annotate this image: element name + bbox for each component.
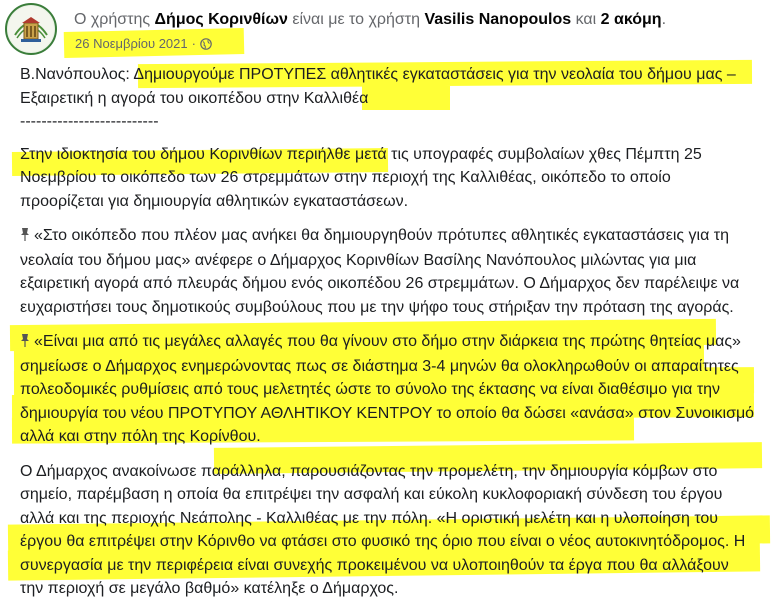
header-and: και [575, 11, 597, 28]
post-paragraph-5: Ο Δήμαρχος ανακοίνωσε παράλληλα, παρουσιάζοντας την προμελέτη, την δημιουργία κόμβων στο σημείο, παρέμβαση η οποία θα επιτρέψει την ασφαλή και εύκολη κυκλοφοριακή σύνδεση του έργου αλλά και της περιοχής Νεάπολης - Καλλιθέας με την πόλη. «Η οριστική μελέτη και η υλοποίηση του έργου θα επιτρέψει στην Κόρινθο να φτάσει στο φυσικό της όριο που είναι ο νέος αυτοκινητόδρομος. Η συνεργασία με την περιφέρεια είναι συνεχής προκειμένου να υλοποιηθούν τα έργα που θα αλλάξουν την περιοχή σε μεγάλο βαθμό» κατέληξε ο Δήμαρχος. [20, 462, 746, 597]
post-paragraph-3 [20, 224, 755, 319]
post-body [20, 63, 755, 601]
meta-separator: · [191, 36, 196, 51]
avatar[interactable] [5, 3, 57, 55]
globe-icon[interactable] [200, 38, 212, 53]
post-paragraph-1: Β.Νανόπουλος: Δημιουργούμε ΠΡΟΤΥΠΕΣ αθλητικές εγκαταστάσεις για την νεολαία του δήμου μας – Εξαιρετική η αγορά του οικοπέδου στην Καλλιθέα [20, 66, 736, 107]
pushpin-icon [20, 331, 30, 355]
page-name-link[interactable]: Δήμος Κορινθίων [154, 11, 288, 28]
tagged-user-link[interactable]: Vasilis Nanopoulos [424, 11, 572, 28]
paragraph-3-text: «Στο οικόπεδο που πλέον μας ανήκει θα δημιουργηθούν πρότυπες αθλητικές εγκαταστάσεις για τη νεολαία του δήμου μας» ανέφερε ο Δήμαρχος Κορινθίων Βασίλης Νανόπουλος μιλώντας για μια εξαιρετική αγορά από πλευράς δήμου ενός οικοπέδου 26 στρεμμάτων. Ο Δήμαρχος δεν παρέλειψε να ευχαριστήσει τους δημοτικούς συμβούλους που με την ψήφο τους στήριξαν την πρόταση της αγοράς. [20, 227, 740, 316]
post-meta [75, 36, 212, 53]
municipality-logo-icon [7, 5, 55, 53]
header-end: . [661, 11, 667, 28]
post-paragraph-4 [20, 330, 755, 449]
others-link[interactable]: 2 ακόμη [600, 11, 662, 28]
header-middle: είναι με το χρήστη [292, 11, 420, 28]
post-divider: -------------------------- [20, 113, 159, 130]
paragraph-4-text: «Είναι μια από τις μεγάλες αλλαγές που θα γίνουν στο δήμο στην διάρκεια της πρώτης θητείας μας» σημείωσε ο Δήμαρχος ενημερώνοντας πως σε διάστημα 3-4 μηνών θα ολοκληρωθούν οι απαραίτητες πολεοδομικές ρυθμίσεις από τους μελετητές ώστε το σύνολο της έκτασης να είναι διαθέσιμο για την δημιουργία του νέου ΠΡΟΤΥΠΟΥ ΑΘΛΗΤΙΚΟΥ ΚΕΝΤΡΟΥ το οποίο θα δώσει «ανάσα» στον Συνοικισμό αλλά και στην πόλη της Κορίνθου. [20, 333, 755, 445]
post-date-link[interactable]: 26 Νοεμβρίου 2021 [75, 36, 188, 51]
pushpin-icon [20, 225, 30, 249]
post-paragraph-2: Στην ιδιοκτησία του δήμου Κορινθίων περιήλθε μετά τις υπογραφές συμβολαίων χθες Πέμπτη 25 Νοεμβρίου το οικόπεδο των 26 στρεμμάτων στην περιοχή της Καλλιθέας, οικόπεδο το οποίο προορίζεται για δημιουργία αθλητικών εγκαταστάσεων. [20, 145, 702, 210]
post-header [74, 11, 666, 29]
header-prefix: Ο χρήστης [74, 11, 151, 28]
